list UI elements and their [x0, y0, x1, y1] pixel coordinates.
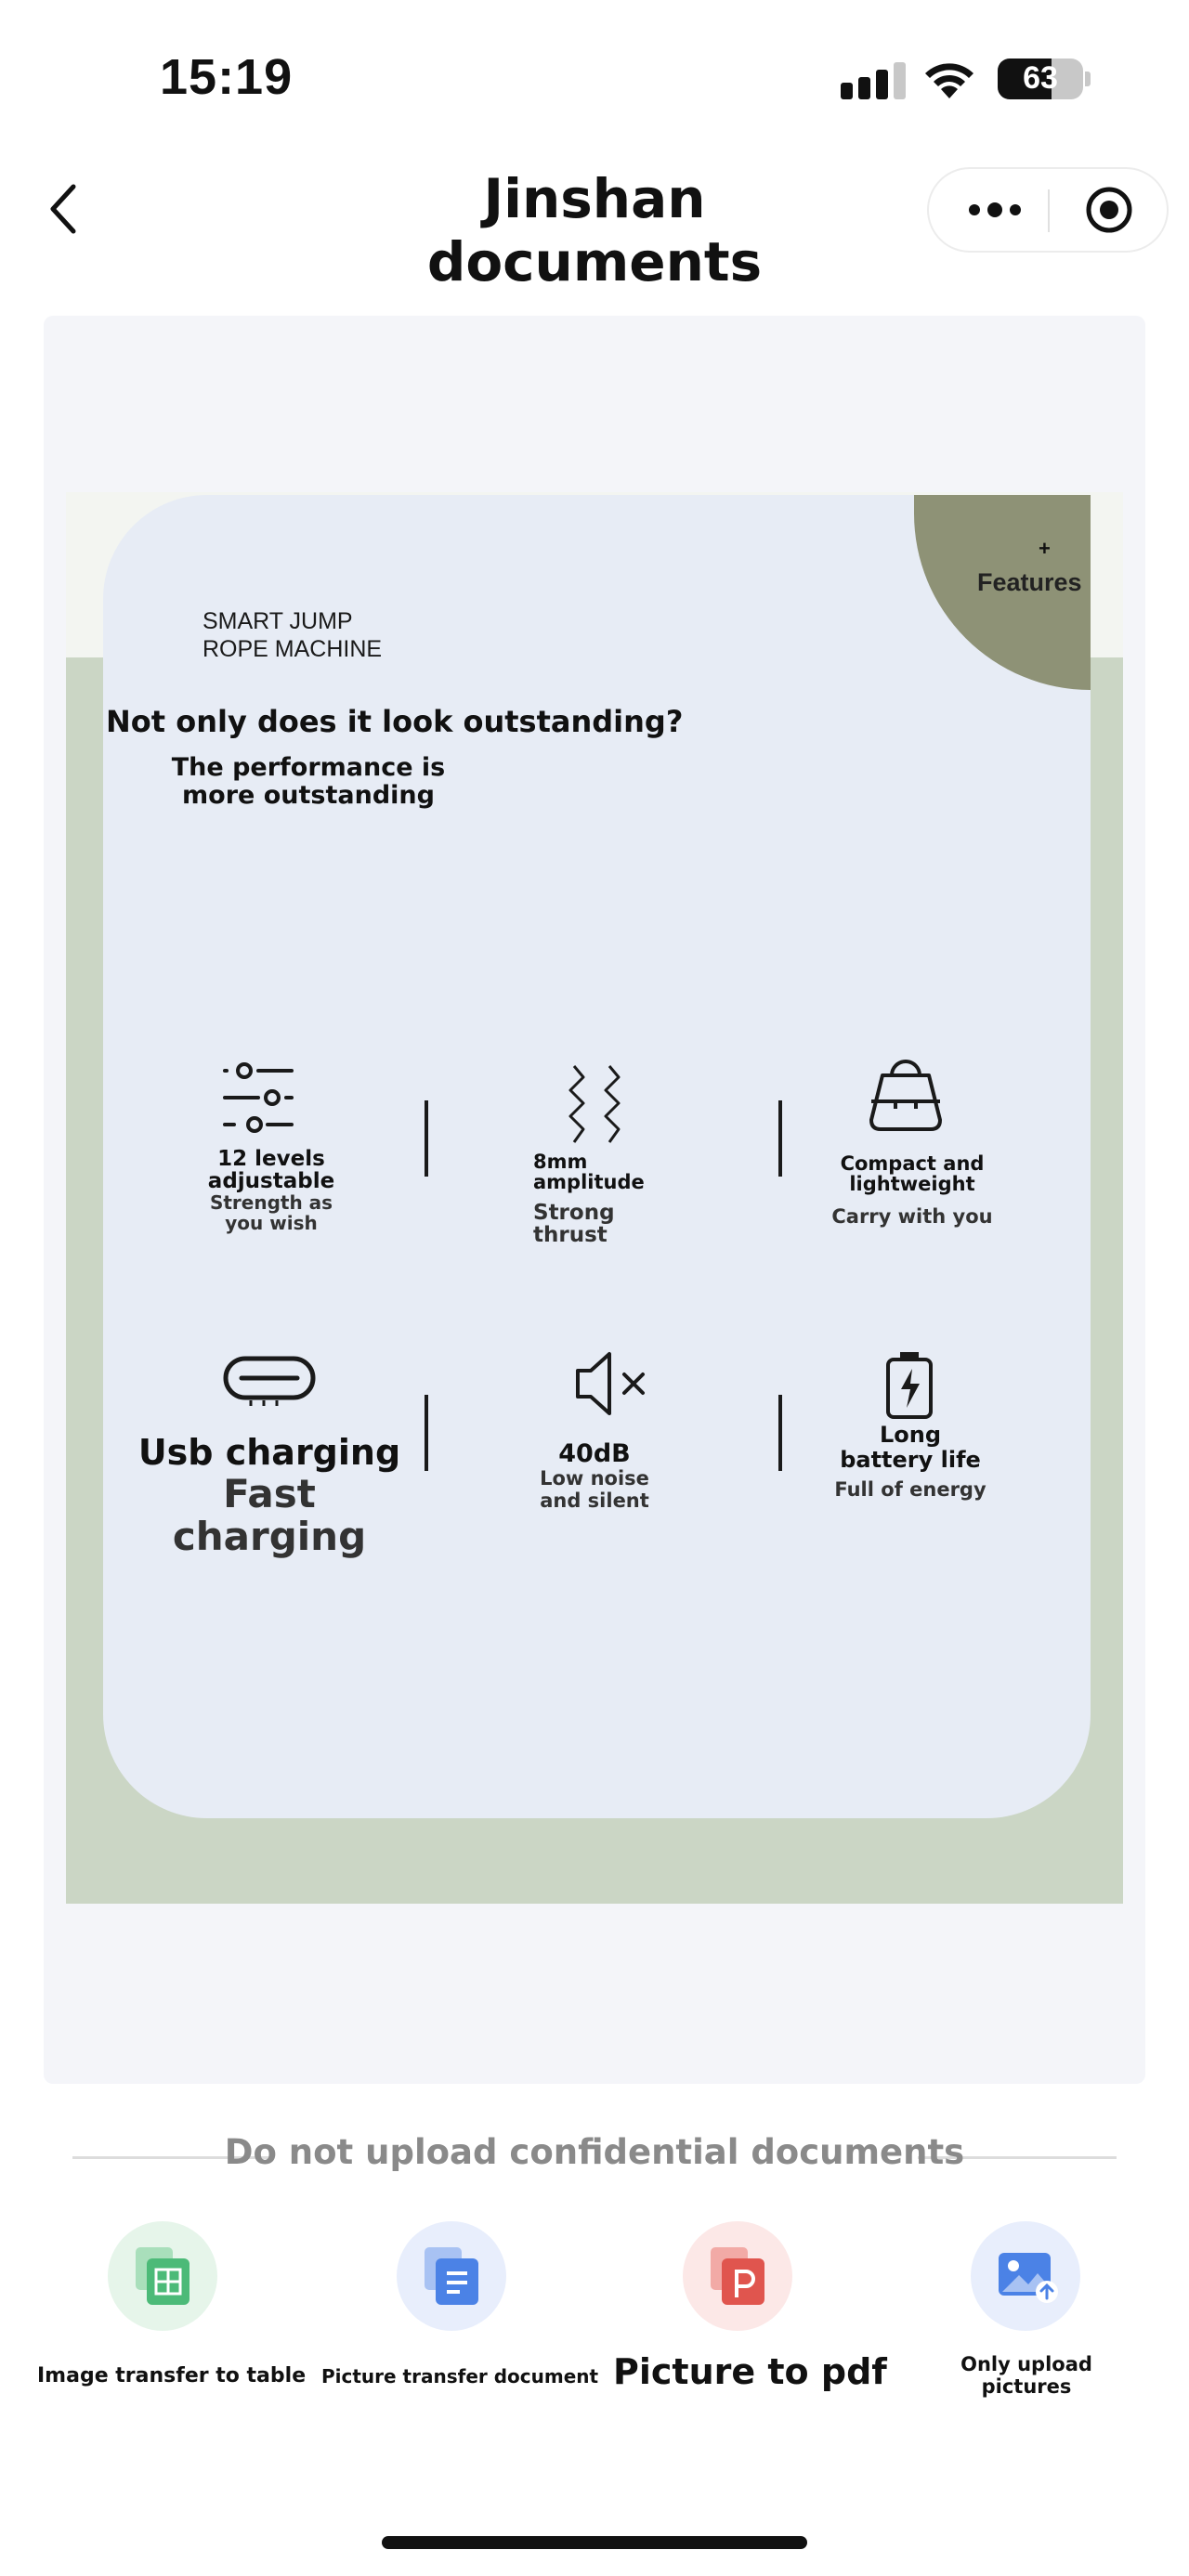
feature-usb-charging: Usb charging Fast charging: [137, 1432, 401, 1559]
feature-divider: [425, 1395, 428, 1471]
feature-battery-life: Long battery life Full of energy: [834, 1422, 986, 1501]
page-title: Jinshan documents: [426, 167, 763, 293]
battery-cap: [1085, 72, 1091, 86]
feature-adjustable: 12 levels adjustable Strength as you wish: [207, 1147, 335, 1234]
feature-divider: [778, 1100, 782, 1177]
table-convert-icon: [130, 2244, 195, 2309]
tool-label: Only upload pictures: [960, 2353, 1092, 2398]
wifi-icon: [921, 58, 978, 100]
tool-label: Picture to pdf: [613, 2351, 887, 2392]
badge-plus: +: [1039, 537, 1051, 560]
battery-level: 63: [1023, 60, 1058, 96]
chevron-left-icon: [47, 183, 79, 235]
badge-label: Features: [977, 568, 1082, 596]
more-button[interactable]: [964, 169, 1026, 251]
battery-charge-icon: [884, 1350, 934, 1419]
usb-c-icon: [223, 1356, 316, 1408]
feature-low-noise: 40dB Low noise and silent: [540, 1439, 649, 1512]
feature-amplitude: 8mm amplitude Strong thrust: [533, 1151, 645, 1247]
mini-program-capsule: [927, 167, 1169, 253]
doc-convert-icon: [419, 2244, 484, 2309]
more-dots-icon: [969, 204, 980, 215]
tool-label: Image transfer to table: [37, 2364, 307, 2387]
bag-icon: [869, 1055, 942, 1133]
battery-icon: [998, 59, 1083, 99]
status-time: 15:19: [160, 49, 294, 105]
back-button[interactable]: [37, 176, 89, 241]
vibration-icon: [565, 1064, 624, 1144]
close-program-button[interactable]: [1085, 186, 1133, 234]
capsule-divider: [1048, 189, 1050, 232]
feature-divider: [425, 1100, 428, 1177]
poster-headline: Not only does it look outstanding?: [106, 704, 684, 739]
tool-label: Picture transfer document: [321, 2365, 599, 2387]
upload-warning: Do not upload confidential documents: [224, 2132, 965, 2172]
speaker-mute-icon: [574, 1348, 648, 1419]
pdf-convert-icon: [705, 2244, 770, 2309]
home-indicator[interactable]: [382, 2536, 807, 2549]
poster-subhead: The performance is more outstanding: [171, 753, 446, 810]
brand-name: SMART JUMP ROPE MACHINE: [203, 608, 383, 662]
cellular-signal-icon: [841, 62, 906, 99]
image-upload-icon: [995, 2247, 1060, 2307]
sliders-icon: [221, 1060, 295, 1135]
feature-compact: Compact and lightweight Carry with you: [831, 1152, 993, 1228]
feature-divider: [778, 1395, 782, 1471]
